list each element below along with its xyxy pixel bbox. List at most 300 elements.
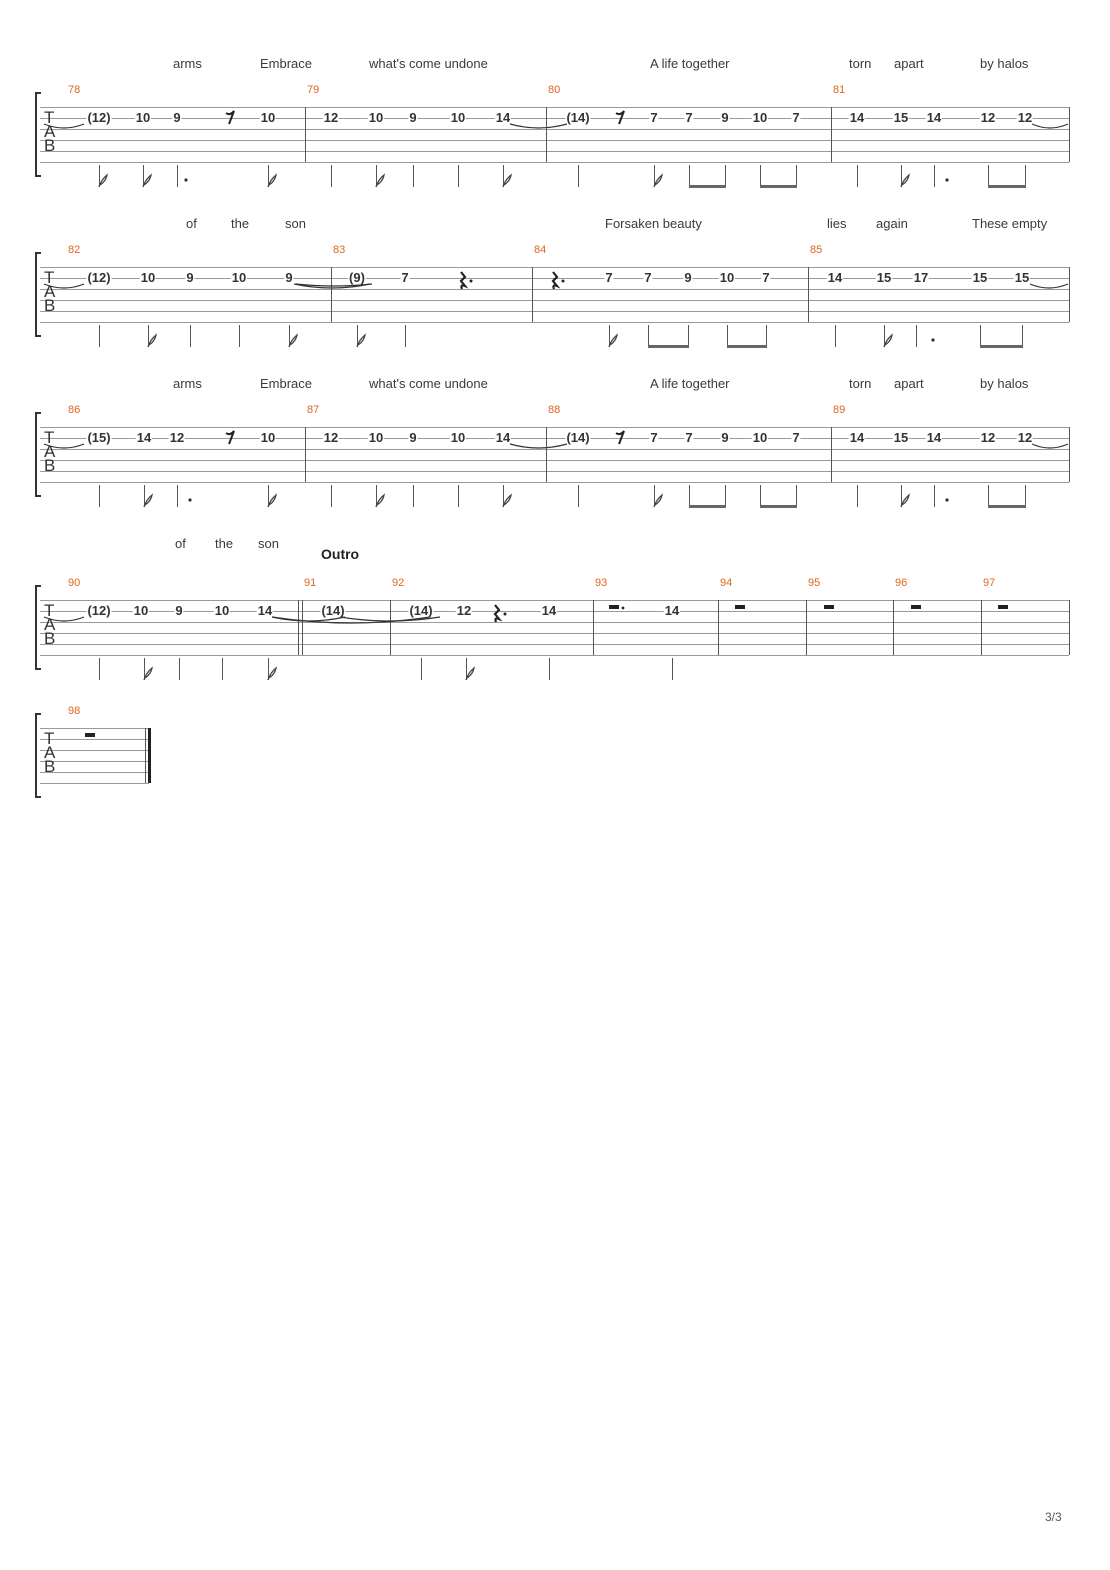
note-stem (466, 658, 467, 680)
duration-dot (945, 178, 948, 181)
eighth-flag (654, 495, 662, 507)
note-stem (578, 485, 579, 507)
system-bracket (36, 714, 41, 797)
fret-number: 10 (752, 110, 768, 125)
duration-dot (945, 498, 948, 501)
barline (1069, 427, 1070, 482)
note-stem (1025, 485, 1026, 507)
note-stem (99, 325, 100, 347)
note-stem (1022, 325, 1023, 347)
fret-number: (12) (87, 270, 111, 285)
note-stem (239, 325, 240, 347)
eighth-flag (148, 335, 156, 347)
staff-line (40, 311, 1069, 312)
fret-number: 12 (1017, 430, 1033, 445)
eighth-flag (99, 175, 107, 187)
duration-dot (931, 338, 934, 341)
note-stem (458, 165, 459, 187)
fret-number: (12) (87, 603, 111, 618)
double-barline (298, 600, 299, 655)
fret-number: 9 (285, 270, 293, 285)
note-stem (901, 485, 902, 507)
measure-number: 80 (548, 84, 561, 96)
note-stem (144, 658, 145, 680)
eighth-flag (503, 495, 511, 507)
fret-number: 14 (495, 430, 511, 445)
eighth-flag (503, 175, 511, 187)
fret-number: 12 (323, 110, 339, 125)
staff-line (40, 129, 1069, 130)
fret-number: (12) (87, 110, 111, 125)
fret-number: 7 (792, 110, 800, 125)
half-rest (85, 733, 95, 737)
lyric-word: arms (173, 376, 202, 391)
note-stem (99, 165, 100, 187)
staff-line (40, 460, 1069, 461)
measure-number: 78 (68, 84, 81, 96)
fret-number: 14 (257, 603, 273, 618)
eighth-flag (901, 495, 909, 507)
note-stem (835, 325, 836, 347)
note-stem (578, 165, 579, 187)
note-stem (727, 325, 728, 347)
duration-dot (562, 280, 565, 283)
fret-number: 7 (762, 270, 770, 285)
staff-line (40, 449, 1069, 450)
staff-line (40, 140, 1069, 141)
fret-number: 12 (323, 430, 339, 445)
staff-line (40, 772, 149, 773)
lyric-word: lies (827, 216, 847, 231)
staff-line (40, 427, 1069, 428)
note-stem (648, 325, 649, 347)
eighth-flag (609, 335, 617, 347)
duration-dot (470, 280, 473, 283)
barline (808, 267, 809, 322)
measure-number: 86 (68, 404, 81, 416)
note-stem (289, 325, 290, 347)
tab-clef-letter: T (44, 268, 55, 287)
fret-number: (9) (349, 270, 365, 285)
fret-number: 10 (450, 110, 466, 125)
barline (331, 267, 332, 322)
note-stem (901, 165, 902, 187)
tab-clef-letter: B (44, 456, 56, 475)
barline (893, 600, 894, 655)
measure-number: 89 (833, 404, 846, 416)
fret-number: 7 (650, 110, 658, 125)
fret-number: 15 (893, 430, 909, 445)
fret-number: 12 (456, 603, 472, 618)
note-stem (916, 325, 917, 347)
note-stem (331, 165, 332, 187)
barline (302, 600, 303, 655)
note-stem (857, 485, 858, 507)
note-stem (725, 485, 726, 507)
eighth-flag (268, 495, 276, 507)
staff-line (40, 289, 1069, 290)
fret-number: 14 (136, 430, 152, 445)
tie-arc (1032, 444, 1068, 448)
note-stem (503, 165, 504, 187)
note-stem (689, 165, 690, 187)
eighth-flag (654, 175, 662, 187)
note-stem (148, 325, 149, 347)
tab-clef-letter: A (44, 282, 56, 301)
beam (988, 185, 1026, 188)
fret-number: 7 (644, 270, 652, 285)
barline (546, 427, 547, 482)
barline (1069, 267, 1070, 322)
note-stem (654, 485, 655, 507)
tie-arc (1030, 284, 1068, 288)
eighth-flag (357, 335, 365, 347)
half-rest (735, 605, 745, 609)
lyric-word: These empty (972, 216, 1048, 231)
lyric-word: apart (894, 376, 924, 391)
note-stem (796, 485, 797, 507)
staff-line (40, 151, 1069, 152)
quarter-rest (461, 272, 465, 289)
note-stem (458, 485, 459, 507)
fret-number: 14 (495, 110, 511, 125)
staff-line (40, 739, 149, 740)
fret-number: 7 (401, 270, 409, 285)
tab-clef-letter: A (44, 743, 56, 762)
tab-clef-letter: T (44, 729, 55, 748)
final-barline (145, 728, 146, 783)
beam (988, 505, 1026, 508)
note-stem (405, 325, 406, 347)
eighth-flag (901, 175, 909, 187)
note-stem (143, 165, 144, 187)
note-stem (376, 485, 377, 507)
tab-clef-letter: B (44, 757, 56, 776)
fret-number: (15) (87, 430, 111, 445)
note-stem (376, 165, 377, 187)
note-stem (268, 658, 269, 680)
page-number: 3/3 (1045, 1510, 1062, 1524)
staff-line (40, 438, 1069, 439)
tab-clef-letter: B (44, 296, 56, 315)
section-label: Outro (321, 546, 360, 562)
tab-clef-letter: A (44, 122, 56, 141)
lyric-word: again (876, 216, 908, 231)
fret-number: 7 (685, 110, 693, 125)
fret-number: 9 (721, 110, 729, 125)
duration-dot (184, 178, 187, 181)
note-stem (177, 485, 178, 507)
eighth-flag (376, 495, 384, 507)
fret-number: 7 (792, 430, 800, 445)
note-stem (99, 658, 100, 680)
fret-number: 9 (409, 430, 417, 445)
fret-number: 10 (719, 270, 735, 285)
half-rest (998, 605, 1008, 609)
note-stem (144, 485, 145, 507)
tie-arc (510, 444, 567, 448)
fret-number: 12 (1017, 110, 1033, 125)
lyric-word: son (258, 536, 279, 551)
fret-number: 14 (541, 603, 557, 618)
lyric-word: the (231, 216, 250, 231)
staff-line (40, 482, 1069, 483)
beam (689, 185, 726, 188)
measure-number: 81 (833, 84, 846, 96)
lyric-word: A life together (650, 376, 730, 391)
tie-arc (1032, 124, 1068, 128)
note-stem (179, 658, 180, 680)
duration-dot (504, 613, 507, 616)
staff-line (40, 162, 1069, 163)
barline (546, 107, 547, 162)
fret-number: 9 (409, 110, 417, 125)
measure-number: 94 (720, 577, 733, 589)
note-stem (934, 165, 935, 187)
fret-number: 7 (650, 430, 658, 445)
barline (1069, 600, 1070, 655)
beam (760, 505, 797, 508)
fret-number: 9 (173, 110, 181, 125)
staff-line (40, 750, 149, 751)
half-rest (609, 605, 619, 609)
fret-number: 9 (684, 270, 692, 285)
fret-number: 10 (140, 270, 156, 285)
note-stem (796, 165, 797, 187)
note-stem (421, 658, 422, 680)
note-stem (934, 485, 935, 507)
lyric-word: torn (849, 56, 872, 71)
measure-number: 95 (808, 577, 821, 589)
staff-line (40, 322, 1069, 323)
quarter-rest (553, 272, 557, 289)
fret-number: 12 (169, 430, 185, 445)
barline (532, 267, 533, 322)
duration-dot (622, 607, 625, 610)
system-bracket (36, 413, 41, 496)
measure-number: 84 (534, 244, 547, 256)
eighth-flag (144, 668, 152, 680)
tab-clef-letter: A (44, 442, 56, 461)
note-stem (357, 325, 358, 347)
measure-number: 90 (68, 577, 81, 589)
measure-number: 98 (68, 705, 81, 717)
lyric-word: Embrace (260, 56, 313, 71)
fret-number: (14) (321, 603, 345, 618)
beam (648, 345, 689, 348)
fret-number: 10 (135, 110, 151, 125)
lyric-word: torn (849, 376, 872, 391)
staff-line (40, 783, 149, 784)
lyric-word: A life together (650, 56, 730, 71)
note-stem (413, 485, 414, 507)
staff-line (40, 622, 1069, 623)
note-stem (760, 165, 761, 187)
fret-number: 9 (175, 603, 183, 618)
fret-number: 10 (368, 430, 384, 445)
fret-number: 17 (913, 270, 929, 285)
fret-number: 10 (368, 110, 384, 125)
barline (390, 600, 391, 655)
half-rest (911, 605, 921, 609)
staff-line (40, 267, 1069, 268)
tie-arc (510, 124, 567, 128)
fret-number: 14 (926, 110, 942, 125)
barline (806, 600, 807, 655)
staff-line (40, 728, 149, 729)
eighth-flag (143, 175, 151, 187)
fret-number: 10 (231, 270, 247, 285)
fret-number: (14) (566, 430, 590, 445)
measure-number: 96 (895, 577, 908, 589)
measure-number: 97 (983, 577, 996, 589)
barline (981, 600, 982, 655)
staff-line (40, 471, 1069, 472)
measure-number: 88 (548, 404, 561, 416)
fret-number: 10 (260, 110, 276, 125)
staff-line (40, 644, 1069, 645)
measure-number: 85 (810, 244, 823, 256)
note-stem (884, 325, 885, 347)
barline (1069, 107, 1070, 162)
measure-number: 79 (307, 84, 320, 96)
lyric-word: Embrace (260, 376, 313, 391)
system-bracket (36, 253, 41, 336)
note-stem (988, 485, 989, 507)
fret-number: 14 (664, 603, 680, 618)
fret-number: 10 (133, 603, 149, 618)
eighth-flag (144, 495, 152, 507)
lyric-word: of (175, 536, 186, 551)
lyric-word: by halos (980, 376, 1029, 391)
eighth-flag (466, 668, 474, 680)
staff-line (40, 300, 1069, 301)
fret-number: (14) (566, 110, 590, 125)
system-bracket (36, 586, 41, 669)
lyric-word: what's come undone (369, 376, 488, 391)
fret-number: 12 (980, 110, 996, 125)
note-stem (413, 165, 414, 187)
measure-number: 91 (304, 577, 317, 589)
fret-number: (14) (409, 603, 433, 618)
tab-clef-letter: T (44, 108, 55, 127)
note-stem (688, 325, 689, 347)
fret-number: 10 (214, 603, 230, 618)
eighth-flag (289, 335, 297, 347)
beam (760, 185, 797, 188)
eighth-flag (268, 175, 276, 187)
note-stem (1025, 165, 1026, 187)
barline (593, 600, 594, 655)
measure-number: 87 (307, 404, 320, 416)
system-bracket (36, 93, 41, 176)
beam (689, 505, 726, 508)
barline (831, 107, 832, 162)
fret-number: 14 (926, 430, 942, 445)
staff-line (40, 655, 1069, 656)
fret-number: 10 (450, 430, 466, 445)
fret-number: 15 (972, 270, 988, 285)
lyric-word: Forsaken beauty (605, 216, 702, 231)
note-stem (609, 325, 610, 347)
staff-line (40, 600, 1069, 601)
fret-number: 10 (260, 430, 276, 445)
measure-number: 83 (333, 244, 346, 256)
quarter-rest (495, 605, 499, 622)
duration-dot (188, 498, 191, 501)
lyric-word: apart (894, 56, 924, 71)
staff-line (40, 761, 149, 762)
fret-number: 14 (849, 430, 865, 445)
lyric-word: by halos (980, 56, 1029, 71)
note-stem (760, 485, 761, 507)
fret-number: 7 (605, 270, 613, 285)
note-stem (331, 485, 332, 507)
fret-number: 9 (721, 430, 729, 445)
eighth-flag (884, 335, 892, 347)
note-stem (725, 165, 726, 187)
note-stem (268, 485, 269, 507)
tab-clef-letter: A (44, 615, 56, 634)
note-stem (190, 325, 191, 347)
lyric-word: arms (173, 56, 202, 71)
note-stem (222, 658, 223, 680)
fret-number: 12 (980, 430, 996, 445)
measure-number: 92 (392, 577, 405, 589)
fret-number: 7 (685, 430, 693, 445)
staff-line (40, 633, 1069, 634)
note-stem (766, 325, 767, 347)
note-stem (503, 485, 504, 507)
eighth-flag (376, 175, 384, 187)
note-stem (177, 165, 178, 187)
fret-number: 9 (186, 270, 194, 285)
note-stem (549, 658, 550, 680)
barline (305, 427, 306, 482)
tab-clef-letter: T (44, 601, 55, 620)
lyric-word: the (215, 536, 234, 551)
fret-number: 15 (876, 270, 892, 285)
lyric-word: of (186, 216, 197, 231)
barline (831, 427, 832, 482)
fret-number: 10 (752, 430, 768, 445)
staff-line (40, 118, 1069, 119)
beam (980, 345, 1023, 348)
note-stem (654, 165, 655, 187)
note-stem (268, 165, 269, 187)
note-stem (980, 325, 981, 347)
note-stem (988, 165, 989, 187)
fret-number: 14 (827, 270, 843, 285)
tab-clef-letter: B (44, 136, 56, 155)
fret-number: 14 (849, 110, 865, 125)
note-stem (689, 485, 690, 507)
barline (305, 107, 306, 162)
staff-line (40, 107, 1069, 108)
fret-number: 15 (893, 110, 909, 125)
eighth-flag (268, 668, 276, 680)
final-barline-thick (148, 728, 151, 783)
barline (718, 600, 719, 655)
lyric-word: what's come undone (369, 56, 488, 71)
half-rest (824, 605, 834, 609)
tab-clef-letter: B (44, 629, 56, 648)
note-stem (672, 658, 673, 680)
measure-number: 93 (595, 577, 608, 589)
lyric-word: son (285, 216, 306, 231)
note-stem (857, 165, 858, 187)
measure-number: 82 (68, 244, 81, 256)
